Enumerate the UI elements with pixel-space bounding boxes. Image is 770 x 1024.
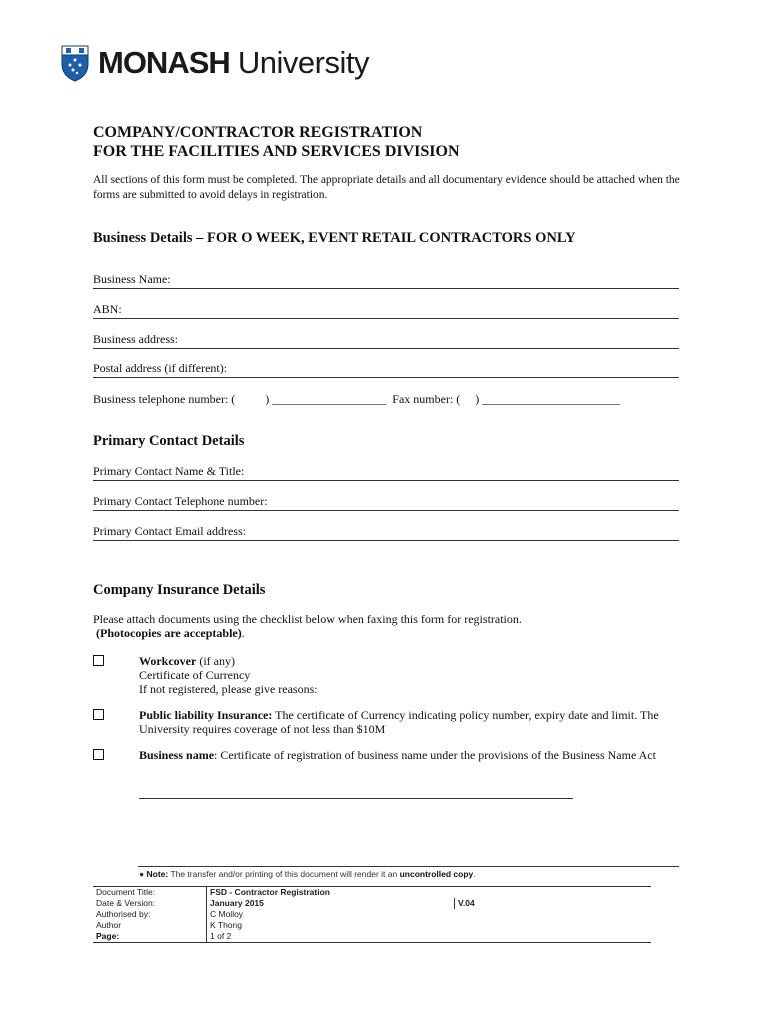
table-row xyxy=(93,920,651,931)
table-label: Page: xyxy=(93,931,207,943)
contact-name-field[interactable]: Primary Contact Name & Title: xyxy=(93,464,679,481)
insurance-heading: Company Insurance Details xyxy=(93,582,266,598)
table-extra: V.04 xyxy=(458,898,475,908)
postal-address-field[interactable]: Postal address (if different): xyxy=(93,361,679,378)
abn-field[interactable]: ABN: xyxy=(93,302,679,319)
note-text: The transfer and/or printing of this document will render it an xyxy=(168,869,400,879)
business-name-label: Business name xyxy=(139,748,215,762)
table-row xyxy=(93,887,651,899)
note-bold: uncontrolled copy xyxy=(399,869,474,879)
intro-text: All sections of this form must be completed. The appropriate details and all documentary evidence should be attached when the forms are submitted to avoid delays in registration. xyxy=(93,174,680,201)
note-end: . xyxy=(473,869,476,879)
table-extra xyxy=(455,931,652,943)
title-line-1: COMPANY/CONTRACTOR REGISTRATION xyxy=(93,124,423,141)
business-name-checkbox[interactable] xyxy=(93,749,104,760)
table-row xyxy=(93,909,651,920)
table-value: 1 of 2 xyxy=(210,931,232,941)
uncontrolled-copy-note xyxy=(139,869,476,879)
photocopies-bold: (Photocopies are acceptable) xyxy=(96,626,242,640)
contact-email-field[interactable]: Primary Contact Email address: xyxy=(93,524,679,541)
table-row xyxy=(93,931,651,943)
table-extra xyxy=(455,909,652,920)
photocopies-end: . xyxy=(241,626,245,640)
table-value: C Molloy xyxy=(210,909,244,919)
logo-wordmark xyxy=(98,44,369,82)
public-liability-checkbox[interactable] xyxy=(93,709,104,720)
bullet-icon: ● xyxy=(139,869,147,879)
workcover-line3: If not registered, please give reasons: xyxy=(139,682,318,696)
monash-logo xyxy=(60,43,369,83)
footer-divider xyxy=(138,866,679,867)
photocopies-note xyxy=(96,626,245,640)
contact-phone-field[interactable]: Primary Contact Telephone number: xyxy=(93,494,679,511)
table-value: K Thong xyxy=(210,920,242,930)
form-title xyxy=(93,123,460,161)
reasons-blank-line[interactable] xyxy=(139,790,573,799)
workcover-label: Workcover xyxy=(139,654,197,668)
logo-bold-text: MONASH xyxy=(98,45,230,80)
table-label: Author xyxy=(93,920,207,931)
primary-contact-heading: Primary Contact Details xyxy=(93,433,245,449)
table-label: Authorised by: xyxy=(93,909,207,920)
insurance-instruction: Please attach documents using the checklist below when faxing this form for registration. xyxy=(93,612,522,626)
title-line-2: FOR THE FACILITIES AND SERVICES DIVISION xyxy=(93,143,460,160)
public-liability-text xyxy=(139,708,679,736)
business-name-description: : Certificate of registration of business name under the provisions of the Business Name Act xyxy=(214,748,656,762)
business-details-heading: Business Details – FOR O WEEK, EVENT RETAIL CONTRACTORS ONLY xyxy=(93,230,576,246)
table-extra xyxy=(455,887,652,899)
business-address-field[interactable]: Business address: xyxy=(93,332,679,349)
workcover-text xyxy=(139,654,679,696)
public-liability-description: The certificate of Currency indicating policy number, expiry date and limit. The University requires coverage of not less than $10M xyxy=(139,708,659,736)
table-value: FSD - Contractor Registration xyxy=(210,887,330,897)
table-value: January 2015 xyxy=(207,898,455,909)
workcover-if-any: (if any) xyxy=(196,654,235,668)
business-name-field[interactable]: Business Name: xyxy=(93,272,679,289)
monash-crest-icon xyxy=(60,44,90,82)
workcover-line2: Certificate of Currency xyxy=(139,668,251,682)
logo-light-text: University xyxy=(229,45,369,80)
table-label: Document Title: xyxy=(93,887,207,899)
business-name-text xyxy=(139,748,679,762)
note-prefix: Note: xyxy=(146,869,169,879)
workcover-checkbox[interactable] xyxy=(93,655,104,666)
telephone-fax-line[interactable]: Business telephone number: ( ) ___________________ Fax number: ( ) _______________________ xyxy=(93,392,621,406)
table-label: Date & Version: xyxy=(93,898,207,909)
table-extra xyxy=(455,920,652,931)
public-liability-label: Public liability Insurance: xyxy=(139,708,273,722)
document-control-table xyxy=(93,886,651,943)
table-row xyxy=(93,898,651,909)
